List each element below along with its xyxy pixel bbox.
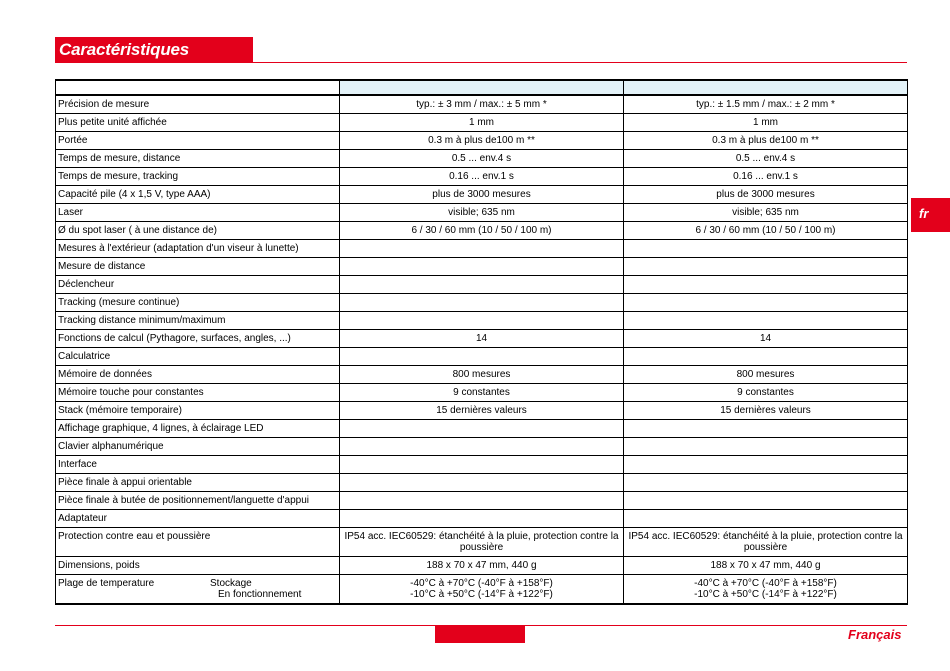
table-row bbox=[56, 150, 908, 168]
value-cell-col1: visible; 635 nm bbox=[340, 204, 624, 222]
table-row bbox=[56, 258, 908, 276]
feature-cell: Laser bbox=[56, 204, 340, 222]
feature-cell: Interface bbox=[56, 456, 340, 474]
value-cell-col2: 15 dernières valeurs bbox=[624, 402, 908, 420]
value-cell-col2 bbox=[624, 240, 908, 258]
feature-cell: Stack (mémoire temporaire) bbox=[56, 402, 340, 420]
table-header-row bbox=[56, 80, 908, 95]
value-cell-col2 bbox=[624, 438, 908, 456]
feature-cell: Temps de mesure, tracking bbox=[56, 168, 340, 186]
footer-language: Français bbox=[848, 627, 902, 642]
value-cell-col2: 1 mm bbox=[624, 114, 908, 132]
table-row bbox=[56, 168, 908, 186]
table-row-temperature bbox=[56, 575, 908, 605]
table-row bbox=[56, 276, 908, 294]
value-cell-col2 bbox=[624, 312, 908, 330]
value-cell-col1 bbox=[340, 456, 624, 474]
feature-cell: Protection contre eau et poussière bbox=[56, 528, 340, 557]
value-cell-col2 bbox=[624, 348, 908, 366]
value-cell-col1: 800 mesures bbox=[340, 366, 624, 384]
feature-cell: Précision de mesure bbox=[56, 95, 340, 114]
page-title: Caractéristiques bbox=[59, 40, 190, 59]
section-title-bar bbox=[55, 37, 253, 63]
temperature-storage-label: Stockage bbox=[210, 578, 252, 589]
value-cell-col2: typ.: ± 1.5 mm / max.: ± 2 mm * bbox=[624, 95, 908, 114]
temperature-label: Plage de temperature bbox=[58, 578, 155, 589]
value-cell-col1: IP54 acc. IEC60529: étanchéité à la pluie, protection contre la poussière bbox=[340, 528, 624, 557]
table-row bbox=[56, 294, 908, 312]
value-cell-col2 bbox=[624, 575, 908, 605]
table-row bbox=[56, 366, 908, 384]
table-row bbox=[56, 474, 908, 492]
feature-cell: Pièce finale à butée de positionnement/languette d'appui bbox=[56, 492, 340, 510]
header-cell-model-2 bbox=[624, 80, 908, 95]
value-cell-col2: 9 constantes bbox=[624, 384, 908, 402]
value-cell-col1 bbox=[340, 312, 624, 330]
feature-cell: Tracking distance minimum/maximum bbox=[56, 312, 340, 330]
value-cell-col1: 0.16 ... env.1 s bbox=[340, 168, 624, 186]
col2-storage-range: -40°C à +70°C (-40°F à +158°F) bbox=[694, 578, 837, 589]
table-row bbox=[56, 95, 908, 114]
feature-cell: Dimensions, poids bbox=[56, 557, 340, 575]
feature-cell: Mémoire de données bbox=[56, 366, 340, 384]
table-row bbox=[56, 456, 908, 474]
value-cell-col1: 0.3 m à plus de100 m ** bbox=[340, 132, 624, 150]
feature-cell: Pièce finale à appui orientable bbox=[56, 474, 340, 492]
value-cell-col1 bbox=[340, 240, 624, 258]
value-cell-col1 bbox=[340, 276, 624, 294]
value-cell-col2: 0.16 ... env.1 s bbox=[624, 168, 908, 186]
value-cell-col1: plus de 3000 mesures bbox=[340, 186, 624, 204]
feature-cell: Portée bbox=[56, 132, 340, 150]
table-row bbox=[56, 557, 908, 575]
value-cell-col1 bbox=[340, 510, 624, 528]
feature-cell: Mémoire touche pour constantes bbox=[56, 384, 340, 402]
language-tab bbox=[911, 198, 950, 232]
feature-cell: Clavier alphanumérique bbox=[56, 438, 340, 456]
table-row bbox=[56, 240, 908, 258]
col1-storage-range: -40°C à +70°C (-40°F à +158°F) bbox=[410, 578, 553, 589]
table-row bbox=[56, 384, 908, 402]
value-cell-col2 bbox=[624, 258, 908, 276]
col2-operating-range: -10°C à +50°C (-14°F à +122°F) bbox=[694, 589, 837, 600]
value-cell-col2: 6 / 30 / 60 mm (10 / 50 / 100 m) bbox=[624, 222, 908, 240]
feature-cell: Ø du spot laser ( à une distance de) bbox=[56, 222, 340, 240]
table-row bbox=[56, 438, 908, 456]
value-cell-col2 bbox=[624, 474, 908, 492]
table-row bbox=[56, 492, 908, 510]
footer-block bbox=[435, 626, 525, 643]
table-row bbox=[56, 420, 908, 438]
value-cell-col2 bbox=[624, 294, 908, 312]
specifications-table-body bbox=[56, 80, 908, 604]
value-cell-col1: 15 dernières valeurs bbox=[340, 402, 624, 420]
value-cell-col1: 0.5 ... env.4 s bbox=[340, 150, 624, 168]
table-row bbox=[56, 312, 908, 330]
feature-cell: Adaptateur bbox=[56, 510, 340, 528]
table-row bbox=[56, 204, 908, 222]
header-cell-model-1 bbox=[340, 80, 624, 95]
col1-operating-range: -10°C à +50°C (-14°F à +122°F) bbox=[410, 589, 553, 600]
feature-cell-temperature bbox=[56, 575, 340, 605]
table-row bbox=[56, 186, 908, 204]
value-cell-col2 bbox=[624, 420, 908, 438]
value-cell-col2: plus de 3000 mesures bbox=[624, 186, 908, 204]
language-tab-label: fr bbox=[919, 206, 929, 221]
feature-cell: Plus petite unité affichée bbox=[56, 114, 340, 132]
value-cell-col1 bbox=[340, 492, 624, 510]
feature-cell: Mesures à l'extérieur (adaptation d'un viseur à lunette) bbox=[56, 240, 340, 258]
value-cell-col2: 0.5 ... env.4 s bbox=[624, 150, 908, 168]
feature-cell: Tracking (mesure continue) bbox=[56, 294, 340, 312]
value-cell-col1: 6 / 30 / 60 mm (10 / 50 / 100 m) bbox=[340, 222, 624, 240]
value-cell-col1 bbox=[340, 575, 624, 605]
table-row bbox=[56, 402, 908, 420]
value-cell-col2: IP54 acc. IEC60529: étanchéité à la pluie, protection contre la poussière bbox=[624, 528, 908, 557]
value-cell-col1 bbox=[340, 348, 624, 366]
feature-cell: Fonctions de calcul (Pythagore, surfaces, angles, ...) bbox=[56, 330, 340, 348]
table-row bbox=[56, 222, 908, 240]
table-row bbox=[56, 132, 908, 150]
title-underline bbox=[55, 62, 907, 63]
value-cell-col2: 14 bbox=[624, 330, 908, 348]
value-cell-col2: 188 x 70 x 47 mm, 440 g bbox=[624, 557, 908, 575]
value-cell-col1: 14 bbox=[340, 330, 624, 348]
table-row bbox=[56, 510, 908, 528]
value-cell-col2 bbox=[624, 456, 908, 474]
feature-cell: Affichage graphique, 4 lignes, à éclairage LED bbox=[56, 420, 340, 438]
table-row bbox=[56, 348, 908, 366]
table-row bbox=[56, 114, 908, 132]
table-row bbox=[56, 528, 908, 557]
value-cell-col1 bbox=[340, 258, 624, 276]
value-cell-col1: typ.: ± 3 mm / max.: ± 5 mm * bbox=[340, 95, 624, 114]
value-cell-col2 bbox=[624, 492, 908, 510]
header-cell-feature bbox=[56, 80, 340, 95]
feature-cell: Temps de mesure, distance bbox=[56, 150, 340, 168]
feature-cell: Déclencheur bbox=[56, 276, 340, 294]
value-cell-col2 bbox=[624, 276, 908, 294]
feature-cell: Calculatrice bbox=[56, 348, 340, 366]
value-cell-col1: 1 mm bbox=[340, 114, 624, 132]
value-cell-col1 bbox=[340, 294, 624, 312]
value-cell-col2 bbox=[624, 510, 908, 528]
value-cell-col2: 0.3 m à plus de100 m ** bbox=[624, 132, 908, 150]
value-cell-col1 bbox=[340, 438, 624, 456]
value-cell-col1: 188 x 70 x 47 mm, 440 g bbox=[340, 557, 624, 575]
temperature-operating-label: En fonctionnement bbox=[218, 589, 302, 600]
value-cell-col1: 9 constantes bbox=[340, 384, 624, 402]
value-cell-col1 bbox=[340, 420, 624, 438]
value-cell-col2: 800 mesures bbox=[624, 366, 908, 384]
specifications-table bbox=[55, 79, 908, 605]
feature-cell: Mesure de distance bbox=[56, 258, 340, 276]
value-cell-col2: visible; 635 nm bbox=[624, 204, 908, 222]
value-cell-col1 bbox=[340, 474, 624, 492]
feature-cell: Capacité pile (4 x 1,5 V, type AAA) bbox=[56, 186, 340, 204]
table-row bbox=[56, 330, 908, 348]
